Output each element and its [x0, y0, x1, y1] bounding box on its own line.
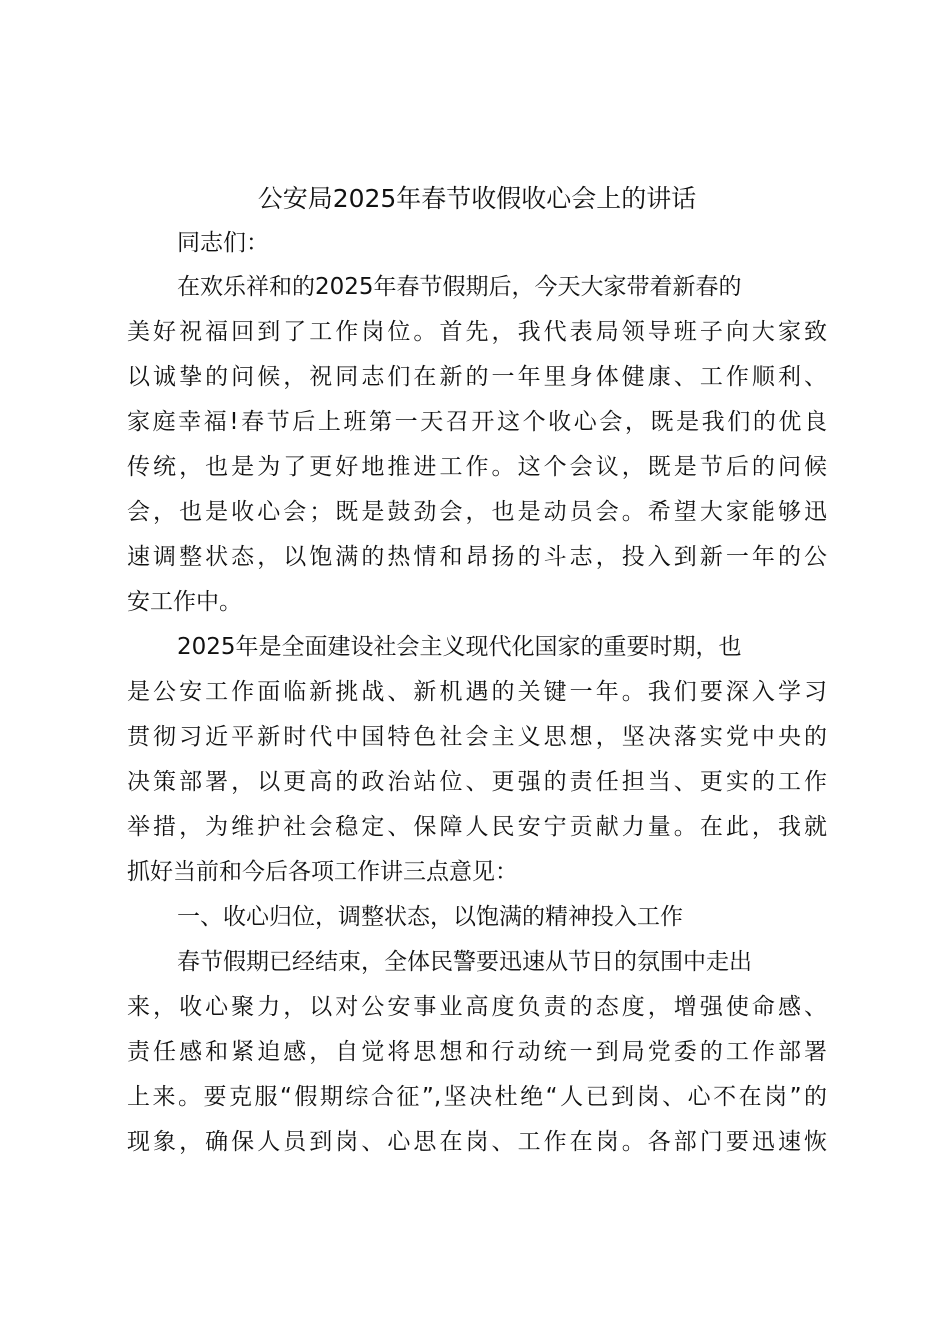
- text-line: 以诚挚的问候，祝同志们在新的一年里身体健康、工作顺利、: [127, 364, 827, 390]
- text-line: 现象，确保人员到岗、心思在岗、工作在岗。各部门要迅速恢: [127, 1129, 827, 1155]
- document-title: 公安局2025年春节收假收心会上的讲话: [257, 184, 697, 213]
- text-line: 家庭幸福!春节后上班第一天召开这个收心会，既是我们的优良: [127, 409, 827, 435]
- text-line: 贯彻习近平新时代中国特色社会主义思想，坚决落实党中央的: [127, 724, 827, 750]
- text-line: 传统，也是为了更好地推进工作。这个会议，既是节后的问候: [127, 454, 827, 480]
- text-line: 在欢乐祥和的2025年春节假期后，今天大家带着新春的: [177, 274, 742, 300]
- text-line: 2025年是全面建设社会主义现代化国家的重要时期，也: [177, 634, 742, 660]
- paragraph-2: [127, 625, 827, 895]
- text-line: 举措，为维护社会稳定、保障人民安宁贡献力量。在此，我就: [127, 814, 827, 840]
- section-heading: 一、收心归位，调整状态，以饱满的精神投入工作: [177, 904, 683, 930]
- text-line: 会，也是收心会；既是鼓劲会，也是动员会。希望大家能够迅: [127, 499, 827, 525]
- text-line: 是公安工作面临新挑战、新机遇的关键一年。我们要深入学习: [127, 679, 827, 705]
- text-line: 来，收心聚力，以对公安事业高度负责的态度，增强使命感、: [127, 994, 827, 1020]
- text-line: 速调整状态，以饱满的热情和昂扬的斗志，投入到新一年的公: [127, 544, 827, 570]
- text-line: 责任感和紧迫感，自觉将思想和行动统一到局党委的工作部署: [127, 1039, 827, 1065]
- text-line: 美好祝福回到了工作岗位。首先，我代表局领导班子向大家致: [127, 319, 827, 345]
- text-line: 上来。要克服“假期综合征”,坚决杜绝“人已到岗、心不在岗”的: [127, 1084, 827, 1110]
- text-line: 抓好当前和今后各项工作讲三点意见：: [127, 859, 518, 885]
- paragraph-3: [127, 940, 827, 1165]
- document-body: [127, 177, 827, 1165]
- text-line: 决策部署，以更高的政治站位、更强的责任担当、更实的工作: [127, 769, 827, 795]
- paragraph-1: [127, 265, 827, 625]
- salutation: 同志们：: [177, 230, 269, 256]
- text-line: 安工作中。: [127, 589, 242, 615]
- text-line: 春节假期已经结束，全体民警要迅速从节日的氛围中走出: [177, 949, 752, 975]
